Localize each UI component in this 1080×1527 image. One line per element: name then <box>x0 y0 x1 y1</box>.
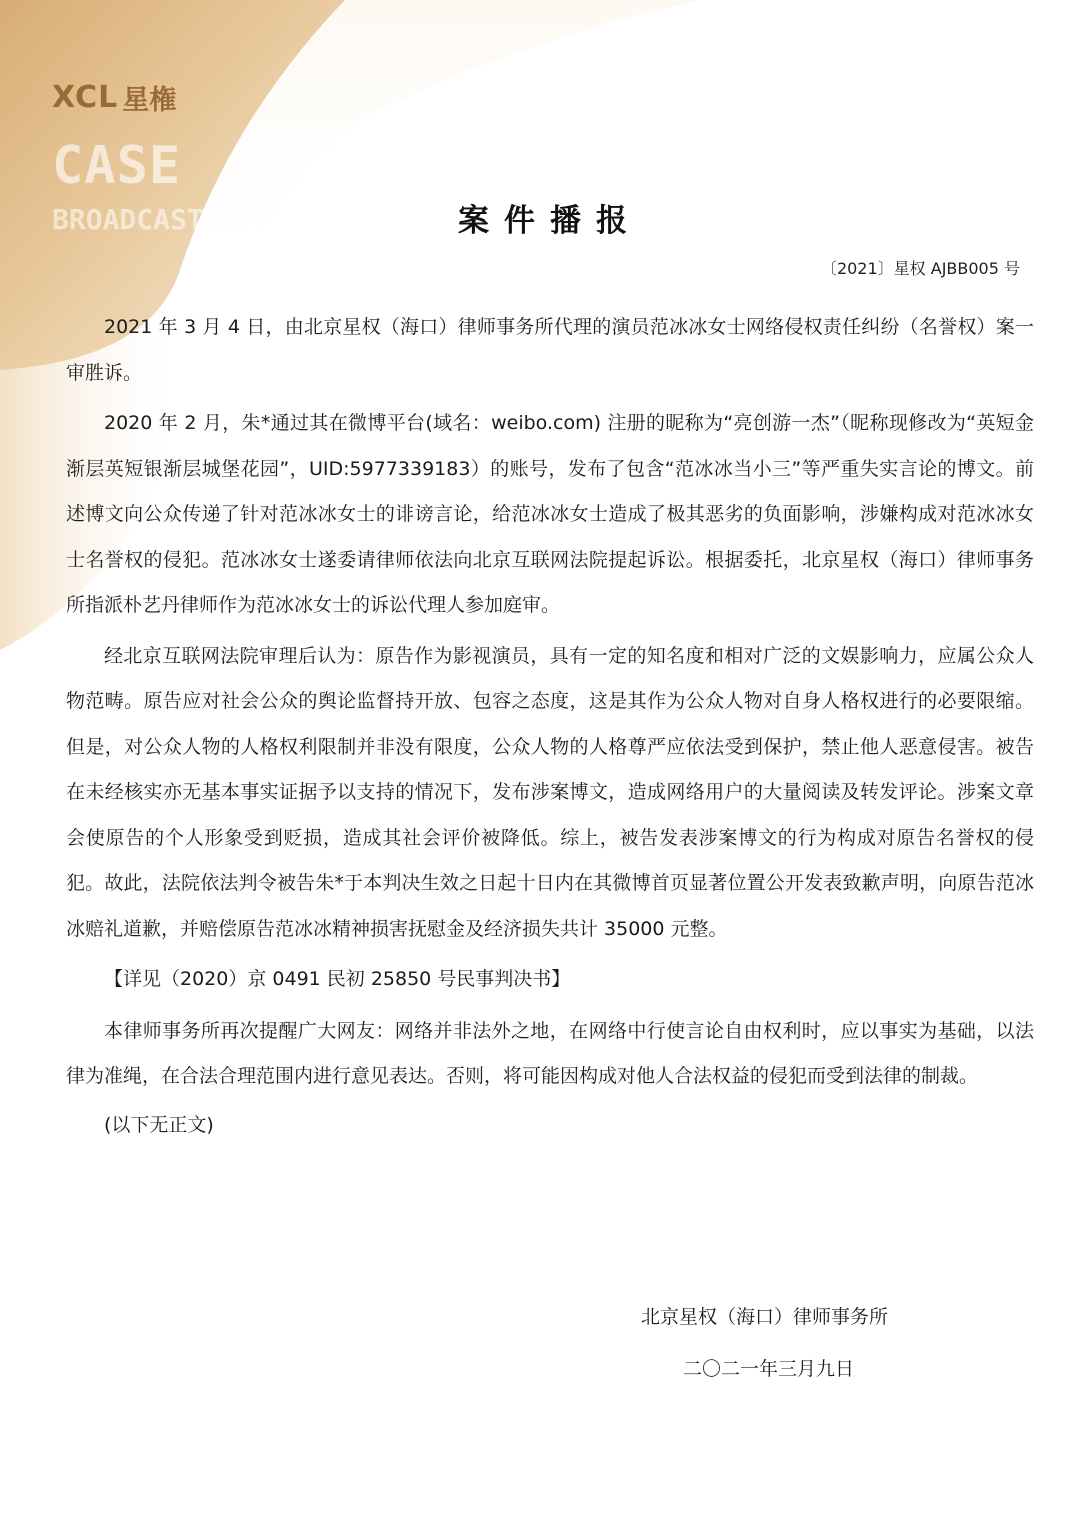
logo-text: 星権 <box>122 85 177 116</box>
paragraph-end-note: (以下无正文) <box>104 1113 214 1136</box>
broadcast-watermark: BROADCAST <box>52 203 204 236</box>
document-number: 〔2021〕星权 AJBB005 号 <box>820 259 1020 278</box>
brand-logo <box>52 78 176 117</box>
paragraph-background: 2020 年 2 月，朱*通过其在微博平台(域名：weibo.com) 注册的昵称为“亮创游一杰”（昵称现修改为“英短金渐层英短银渐层城堡花园”，UID:5977339183）的账号，发布了包含“范冰冰当小三”等严重失实言论的博文。前述博文向公众传递了针对范冰冰女士的诽谤言论，给范冰冰女士造成了极其恶劣的负面影响，涉嫌构成对范冰冰女士名誉权的侵犯。范冰冰女士遂委请律师依法向北京互联网法院提起诉讼。根据委托，北京星权（海口）律师事务所指派朴艺丹律师作为范冰冰女士的诉讼代理人参加庭审。 <box>66 412 1034 616</box>
case-watermark: CASE <box>52 136 182 196</box>
paragraph-judgment-reference: 【详见（2020）京 0491 民初 25850 号民事判决书】 <box>104 968 571 990</box>
paragraph-court-ruling: 经北京互联网法院审理后认为：原告作为影视演员，具有一定的知名度和相对广泛的文娱影响力，应属公众人物范畴。原告应对社会公众的舆论监督持开放、包容之态度，这是其作为公众人物对自身人格权进行的必要限缩。但是，对公众人物的人格权利限制并非没有限度，公众人物的人格尊严应依法受到保护，禁止他人恶意侵害。被告在未经核实亦无基本事实证据予以支持的情况下，发布涉案博文，造成网络用户的大量阅读及转发评论。涉案文章会使原告的个人形象受到贬损，造成其社会评价被降低。综上，被告发表涉案博文的行为构成对原告名誉权的侵犯。故此，法院依法判令被告朱*于本判决生效之日起十日内在其微博首页显著位置公开发表致歉声明，向原告范冰冰赔礼道歉，并赔偿原告范冰冰精神损害抚慰金及经济损失共计 35000 元整。 <box>66 644 1034 940</box>
signature-date: 二〇二一年三月九日 <box>683 1358 855 1380</box>
logo-mark: XCL <box>52 80 119 115</box>
paragraph-reminder: 本律师事务所再次提醒广大网友：网络并非法外之地，在网络中行使言论自由权利时，应以事实为基础，以法律为准绳，在合法合理范围内进行意见表达。否则，将可能因构成对他人合法权益的侵犯而受到法律的制裁。 <box>66 1019 1034 1087</box>
signature-organization: 北京星权（海口）律师事务所 <box>641 1306 889 1328</box>
document-body <box>66 305 1034 1148</box>
paragraph-summary: 2021 年 3 月 4 日，由北京星权（海口）律师事务所代理的演员范冰冰女士网络侵权责任纠纷（名誉权）案一审胜诉。 <box>66 316 1034 384</box>
document-title: 案件播报 <box>458 203 642 239</box>
